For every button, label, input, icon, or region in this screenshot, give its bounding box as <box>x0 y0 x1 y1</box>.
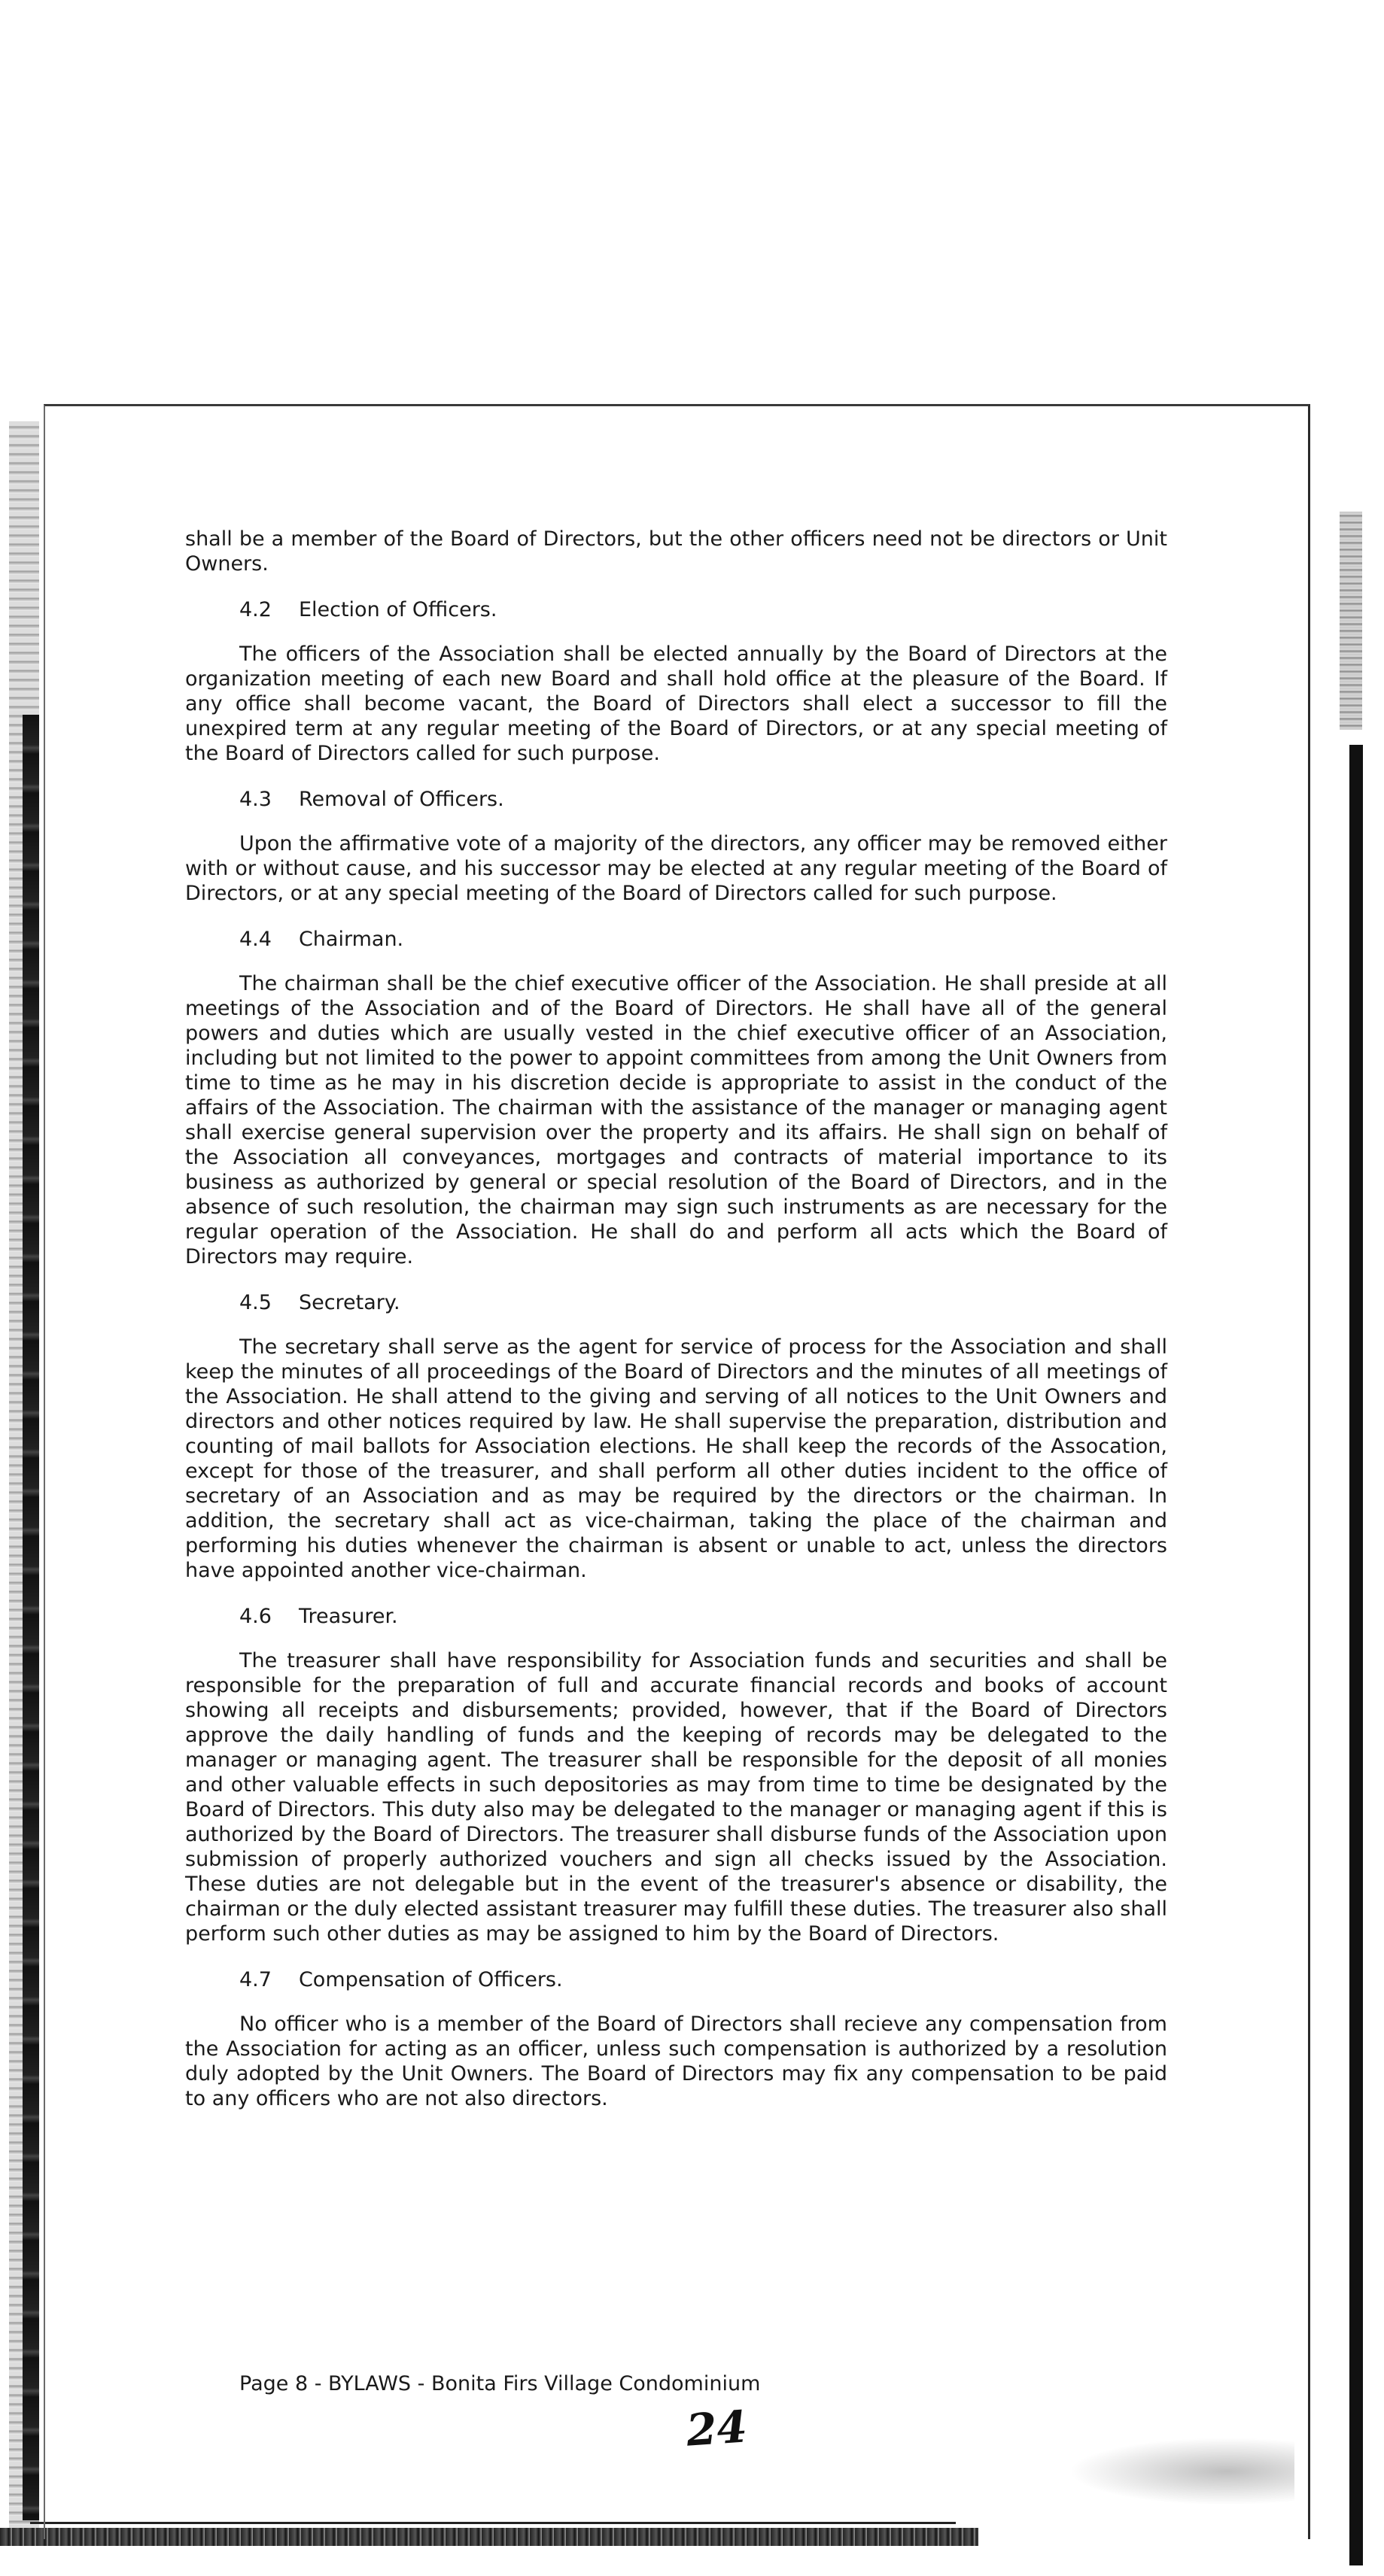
scan-right-edge <box>1349 745 1363 2565</box>
section-title: Treasurer. <box>298 1605 398 1628</box>
section-title: Removal of Officers. <box>298 788 504 811</box>
section-number: 4.3 <box>239 788 272 811</box>
section-number: 4.6 <box>239 1605 272 1628</box>
section-number: 4.5 <box>239 1291 272 1314</box>
section-body: The secretary shall serve as the agent for service of process for the Association and shall keep the minutes of all proceedings of the Board of Directors and the minutes of all meetings of the Association. He shall attend to the giving and serving of all notices to the Unit Owners and directors and other notices required by law. He shall supervise the preparation, distribution and counting of mail ballots for Association elections. He shall keep the records of the Assocation, except for those of the treasurer, and shall perform all other duties incident to the office of secretary of an Association and as may be required by the directors or the chairman. In addition, the secretary shall act as vice-chairman, taking the place of the chairman and performing his duties whenever the chairman is absent or unable to act, unless the directors have appointed another vice-chairman. <box>185 1335 1167 1582</box>
section-number: 4.2 <box>239 598 272 621</box>
page-footer: Page 8 - BYLAWS - Bonita Firs Village Condominium <box>239 2372 761 2395</box>
section-body: The chairman shall be the chief executive officer of the Association. He shall preside at all meetings of the Association and of the Board of Directors. He shall have all of the general powers and duties which are usually vested in the chief executive officer of an Association, including but not limited to the power to appoint committees from among the Unit Owners from time to time as he may in his discretion decide is appropriate to assist in the conduct of the affairs of the Association. The chairman with the assistance of the manager or managing agent shall exercise general supervision over the property and its affairs. He shall sign on behalf of the Association all conveyances, mortgages and contracts of material importance to its business as authorized by general or special resolution of the Board of Directors, and in the absence of such resolution, the chairman may sign such instruments as are necessary for the regular operation of the Association. He shall do and perform all acts which the Board of Directors may require. <box>185 972 1167 1268</box>
section-number: 4.7 <box>239 1968 272 1991</box>
document-body <box>185 527 1167 2111</box>
section-body: Upon the affirmative vote of a majority of the directors, any officer may be removed either with or without cause, and his successor may be elected at any regular meeting of the Board of Directors, or at any special meeting of the Board of Directors called for such purpose. <box>185 832 1167 905</box>
section-title: Chairman. <box>298 928 404 951</box>
section-heading <box>239 1967 1167 1992</box>
handwritten-page-number: 24 <box>684 2401 749 2456</box>
section-title: Secretary. <box>298 1291 400 1314</box>
section-heading <box>239 1290 1167 1315</box>
section-title: Election of Officers. <box>298 598 497 621</box>
section-heading <box>239 927 1167 952</box>
section-body: No officer who is a member of the Board of Directors shall recieve any compensation from the Association for acting as an officer, unless such compensation is authorized by a resolution duly adopted by the Unit Owners. The Board of Directors may fix any compensation to be paid to any officers who are not also directors. <box>185 2012 1167 2110</box>
section-title: Compensation of Officers. <box>298 1968 563 1991</box>
section-heading <box>239 787 1167 812</box>
intro-paragraph: shall be a member of the Board of Directors, but the other officers need not be directors or Unit Owners. <box>185 527 1167 576</box>
section-body: The treasurer shall have responsibility for Association funds and securities and shall be responsible for the preparation of full and accurate financial records and books of account showing all receipts and disbursements; provided, however, that if the Board of Directors approve the daily handling of funds and the keeping of records may be delegated to the manager or managing agent. The treasurer shall be responsible for the deposit of all monies and other valuable effects in such depositories as may from time to time be designated by the Board of Directors. This duty also may be delegated to the manager or managing agent if this is authorized by the Board of Directors. The treasurer shall disburse funds of the Association upon submission of properly authorized vouchers and sign all checks issued by the Association. These duties are not delegable but in the event of the treasurer's absence or disability, the chairman or the duly elected assistant treasurer may fulfill these duties. The treasurer also shall perform such other duties as may be assigned to him by the Board of Directors. <box>185 1649 1167 1946</box>
scan-right-edge-noise <box>1340 512 1362 730</box>
section-number: 4.4 <box>239 928 272 951</box>
section-heading <box>239 1604 1167 1629</box>
section-heading <box>239 597 1167 622</box>
section-body: The officers of the Association shall be elected annually by the Board of Directors at the organization meeting of each new Board and shall hold office at the pleasure of the Board. If any office shall become vacant, the Board of Directors shall elect a successor to fill the unexpired term at any regular meeting of the Board of Directors, or at any special meeting of the Board of Directors called for such purpose. <box>185 642 1167 765</box>
scan-left-edge-dark <box>23 715 39 2520</box>
